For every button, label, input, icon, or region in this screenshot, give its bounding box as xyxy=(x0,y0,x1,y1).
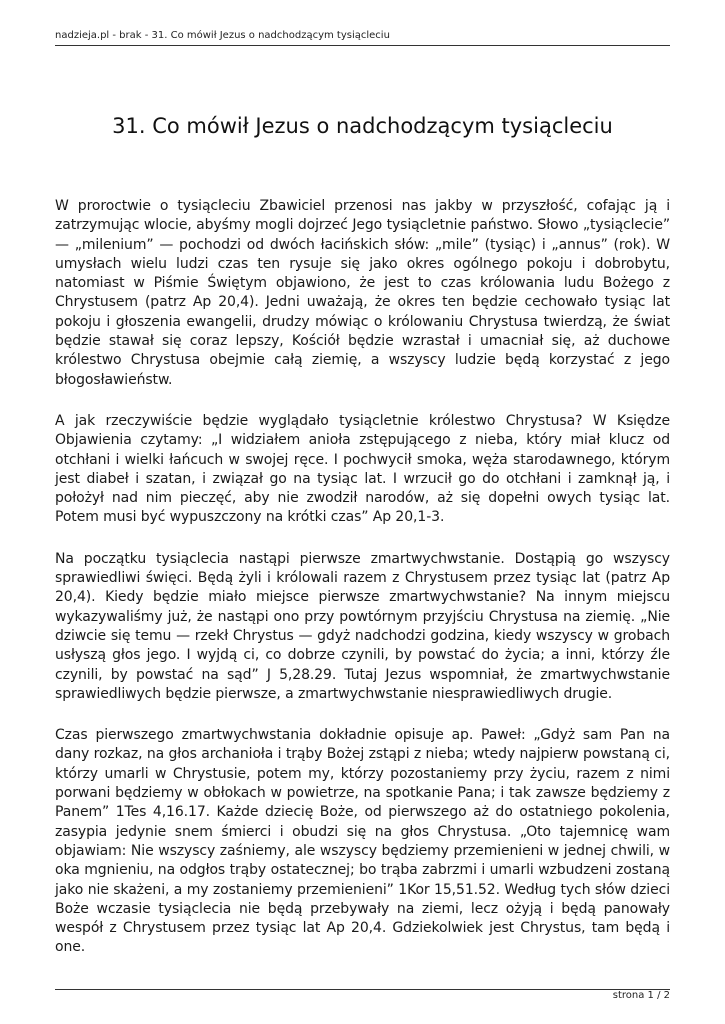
running-header: nadzieja.pl - brak - 31. Co mówił Jezus o nadchodzącym tysiącleciu xyxy=(55,30,390,41)
header-divider xyxy=(55,45,670,46)
page-title: 31. Co mówił Jezus o nadchodzącym tysiącleciu xyxy=(112,114,613,138)
paragraph-3: Na początku tysiąclecia nastąpi pierwsze zmartwychwstanie. Dostąpią go wszyscy sprawiedliwi święci. Będą żyli i królowali razem z Chrystusem przez tysiąc lat (patrz Ap 20,4). Kiedy będzie miało miejsce pierwsze zmartwychwstanie? Na innym miejscu wykazywaliśmy już, że nastąpi ono przy powtórnym przyjściu Chrystusa na ziemię. „Nie dziwcie się temu — rzekł Chrystus — gdyż nadchodzi godzina, kiedy wszyscy w grobach usłyszą głos jego. I wyjdą ci, co dobrze czynili, by powstać do życia; a inni, którzy źle czynili, by powstać na sąd” J 5,28.29. Tutaj Jezus wspomniał, że zmartwychwstanie sprawiedliwych będzie pierwsze, a zmartwychwstanie niesprawiedliwych drugie. xyxy=(55,550,670,702)
paragraph-2: A jak rzeczywiście będzie wyglądało tysiącletnie królestwo Chrystusa? W Księdze Objawienia czytamy: „I widziałem anioła zstępującego z nieba, który miał klucz od otchłani i wielki łańcuch w swojej ręce. I pochwycił smoka, węża starodawnego, którym jest diabeł i szatan, i związał go na tysiąc lat. I wrzucił go do otchłani i zamknął ją, i położył nad nim pieczęć, aby nie zwodził narodów, aż się dopełni owych tysiąc lat. Potem musi być wypuszczony na krótki czas” Ap 20,1-3. xyxy=(55,412,670,526)
paragraph-4: Czas pierwszego zmartwychwstania dokładnie opisuje ap. Paweł: „Gdyż sam Pan na dany rozkaz, na głos archanioła i trąby Bożej zstąpi z nieba; wtedy najpierw powstaną ci, którzy umarli w Chrystusie, potem my, którzy pozostaniemy przy życiu, razem z nimi porwani będziemy w obłokach w powietrze, na spotkanie Pana; i tak zawsze będziemy z Panem” 1Tes 4,16.17. Każde dziecię Boże, od pierwszego aż do ostatniego pokolenia, zasypia jedynie snem śmierci i obudzi się na głos Chrystusa. „Oto tajemnicę wam objawiam: Nie wszyscy zaśniemy, ale wszyscy będziemy przemienieni w jednej chwili, w oka mgnieniu, na odgłos trąby ostatecznej; bo trąba zabrzmi i umarli wzbudzeni zostaną jako nie skażeni, a my zostaniemy przemienieni” 1Kor 15,51.52. Według tych słów dzieci Boże wczasie tysiąclecia nie będą przebywały na ziemi, lecz ożyją i będą panowały wespół z Chrystusem przez tysiąc lat Ap 20,4. Gdziekolwiek jest Chrystus, tam będą i one. xyxy=(55,727,670,956)
article-body xyxy=(55,197,670,980)
footer-divider xyxy=(55,989,670,990)
page-number: strona 1 / 2 xyxy=(612,990,670,1001)
paragraph-1: W proroctwie o tysiącleciu Zbawiciel przenosi nas jakby w przyszłość, cofając ją i zatrzymując wlocie, abyśmy mogli dojrzeć Jego tysiącletnie państwo. Słowo „tysiąclecie” — „milenium” — pochodzi od dwóch łacińskich słów: „mile” (tysiąc) i „annus” (rok). W umysłach wielu ludzi czas ten rysuje się jako okres ogólnego pokoju i dobrobytu, natomiast w Piśmie Świętym objawiono, że jest to czas królowania ludu Bożego z Chrystusem (patrz Ap 20,4). Jedni uważają, że okres ten będzie cechowało tysiąc lat pokoju i głoszenia ewangelii, drudzy mówiąc o królowaniu Chrystusa twierdzą, że świat będzie stawał się coraz lepszy, Kościół będzie wzrastał i umacniał się, aż duchowe królestwo Chrystusa obejmie całą ziemię, a wszyscy ludzie będą korzystać z jego błogosławieństw. xyxy=(55,198,670,388)
